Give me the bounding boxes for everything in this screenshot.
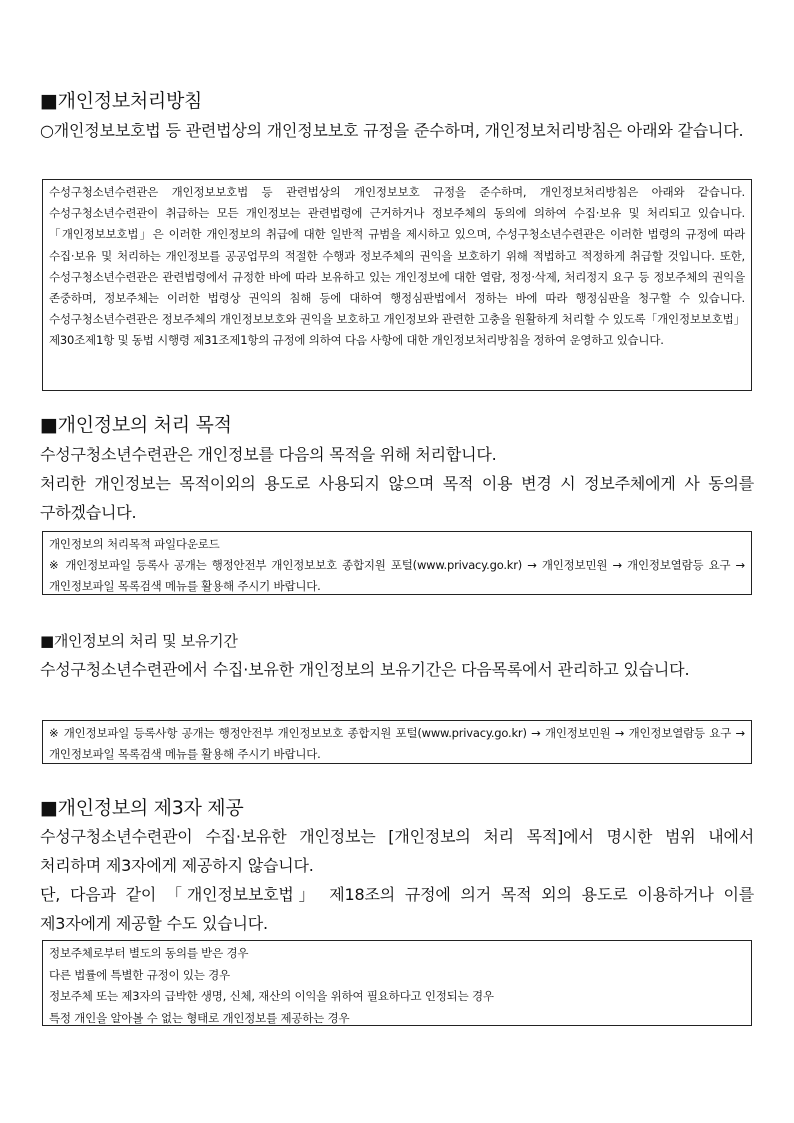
section-heading-third-party: ■개인정보의 제3자 제공 (40, 797, 244, 819)
processing-purpose-line-2: 처리한 개인정보는 목적이외의 용도로 사용되지 않으며 목적 이용 변경 시 정보주체에게 사 동의를 구하겠습니다. (40, 474, 754, 522)
section-heading-privacy-policy: ■개인정보처리방침 (40, 90, 203, 112)
list-item: 특정 개인을 알아볼 수 없는 형태로 개인정보를 제공하는 경우 (49, 1010, 350, 1025)
list-item: 정보주체 또는 제3자의 급박한 생명, 신체, 재산의 이익을 위하여 필요하다고 인정되는 경우 (49, 989, 494, 1003)
privacy-policy-box (42, 179, 752, 391)
processing-purpose-line-1: 수성구청소년수련관은 개인정보를 다음의 목적을 위해 처리합니다. (40, 445, 497, 464)
list-item: 정보주체로부터 별도의 동의를 받은 경우 (49, 946, 249, 960)
processing-purpose-box (42, 531, 752, 595)
third-party-list-box (42, 940, 752, 1026)
retention-period-box-note: ※ 개인정보파일 등록사항 공개는 행정안전부 개인정보보호 종합지원 포털(www.privacy.go.kr) → 개인정보민원 → 개인정보열람등 요구 → 개인정보파일 목록검색 메뉴를 활용해 주시기 바랍니다. (49, 726, 745, 762)
section-heading-retention-period: ■개인정보의 처리 및 보유기간 (40, 632, 238, 650)
retention-period-box (42, 720, 752, 764)
privacy-policy-box-text: 수성구청소년수련관은 개인정보보호법 등 관련법상의 개인정보보호 규정을 준수하며, 개인정보처리방침은 아래와 같습니다. 수성구청소년수련관이 취급하는 모든 개인정보는 관련법령에 근거하거나 정보주체의 동의에 의하여 수집·보유 및 처리되고 있습니다.「개인정보보호법」은 이러한 개인정보의 취급에 대한 일반적 규범을 제시하고 있으며, 수성구청소년수련관은 이러한 법령의 규정에 따라 수집·보유 및 처리하는 개인정보를 공공업무의 적절한 수행과 정보주체의 권익을 보호하기 위해 적법하고 적정하게 취급할 것입니다. 또한, 수성구청소년수련관은 관련법령에서 규정한 바에 따라 보유하고 있는 개인정보에 대한 열람, 정정·삭제, 처리정지 요구 등 정보주체의 권익을 존중하며, 정보주체는 이러한 법령상 권익의 침해 등에 대하여 행정심판법에서 정하는 바에 따라 행정심판을 청구할 수 있습니다. 수성구청소년수련관은 정보주체의 개인정보보호와 권익을 보호하고 개인정보와 관련한 고충을 원활하게 처리할 수 있도록「개인정보보호법」 제30조제1항 및 동법 시행령 제31조제1항의 규정에 의하여 다음 사항에 대한 개인정보처리방침을 정하여 운영하고 있습니다. (49, 185, 745, 348)
section-intro-privacy-policy: ○개인정보보호법 등 관련법상의 개인정보보호 규정을 준수하며, 개인정보처리방침은 아래와 같습니다. (40, 121, 744, 140)
processing-purpose-box-note: ※ 개인정보파일 등록사 공개는 행정안전부 개인정보보호 종합지원 포털(www.privacy.go.kr) → 개인정보민원 → 개인정보열람등 요구 → 개인정보파일 목록검색 메뉴를 활용해 주시기 바랍니다. (49, 558, 745, 594)
list-item: 다른 법률에 특별한 규정이 있는 경우 (49, 967, 230, 982)
section-heading-processing-purpose: ■개인정보의 처리 목적 (40, 414, 232, 436)
processing-purpose-download-link[interactable]: 개인정보의 처리목적 파일다운로드 (49, 537, 220, 551)
third-party-para-2: 단, 다음과 같이 「개인정보보호법」 제18조의 규정에 의거 목적 외의 용도로 이용하거나 이를 제3자에게 제공할 수도 있습니다. (40, 885, 754, 933)
third-party-para-1: 수성구청소년수련관이 수집·보유한 개인정보는 [개인정보의 처리 목적]에서 명시한 범위 내에서 처리하며 제3자에게 제공하지 않습니다. (40, 827, 754, 875)
retention-period-para: 수성구청소년수련관에서 수집·보유한 개인정보의 보유기간은 다음목록에서 관리하고 있습니다. (40, 660, 690, 679)
